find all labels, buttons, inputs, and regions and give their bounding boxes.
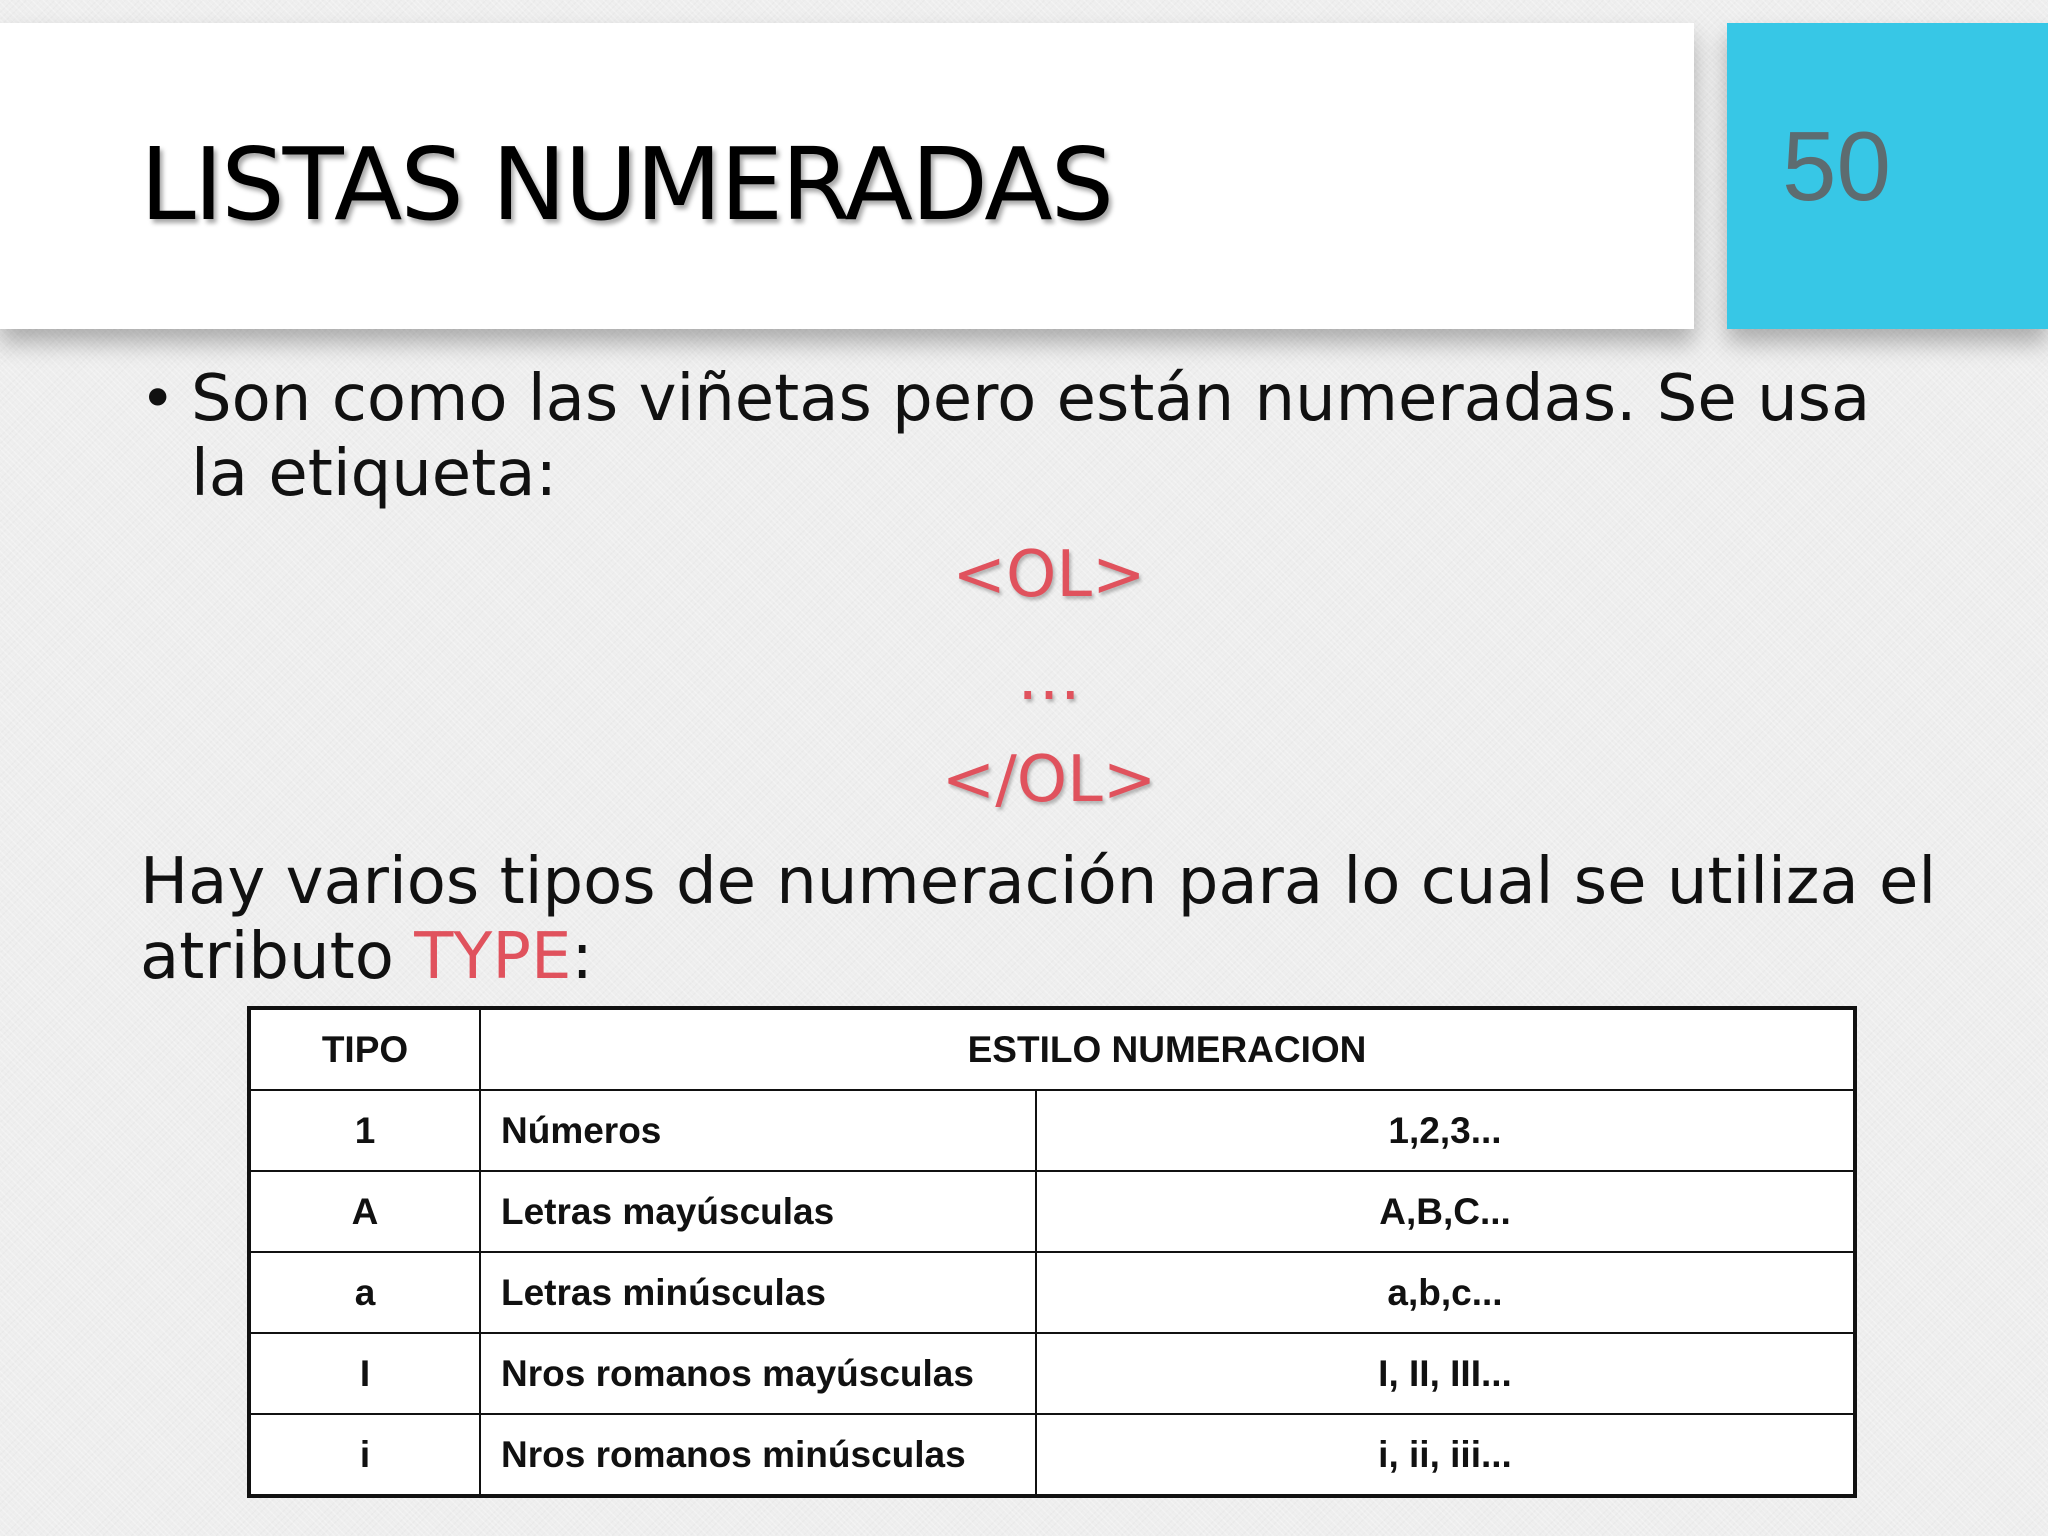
code-ellipsis: … <box>1017 641 1081 715</box>
numbering-types-table <box>247 1006 1857 1498</box>
page-number-box <box>1727 23 2048 329</box>
table-header-row <box>249 1008 1855 1090</box>
cell-tipo: I <box>249 1333 480 1414</box>
cell-tipo: i <box>249 1414 480 1496</box>
cell-ejemplo: I, II, III... <box>1036 1333 1855 1414</box>
type-attribute-paragraph <box>140 845 1940 995</box>
paragraph-text: Hay varios tipos de numeración para lo cual se utiliza el atributo <box>140 845 1937 994</box>
cell-descripcion: Letras minúsculas <box>480 1252 1036 1333</box>
bullet-text: Son como las viñetas pero están numeradas. Se usa la etiqueta: <box>191 362 1871 511</box>
cell-tipo: 1 <box>249 1090 480 1171</box>
cell-descripcion: Letras mayúsculas <box>480 1171 1036 1252</box>
table-row <box>249 1252 1855 1333</box>
type-keyword: TYPE <box>414 920 572 994</box>
cell-ejemplo: a,b,c... <box>1036 1252 1855 1333</box>
bullet-icon: • <box>140 364 176 434</box>
page-number: 50 <box>1782 111 1892 221</box>
code-open-tag: <OL> <box>952 538 1146 612</box>
cell-tipo: A <box>249 1171 480 1252</box>
slide-title: LISTAS NUMERADAS <box>140 126 1113 243</box>
header-estilo: ESTILO NUMERACION <box>480 1008 1855 1090</box>
table-row <box>249 1414 1855 1496</box>
table-row <box>249 1333 1855 1414</box>
cell-ejemplo: A,B,C... <box>1036 1171 1855 1252</box>
table-row <box>249 1171 1855 1252</box>
cell-descripcion: Números <box>480 1090 1036 1171</box>
cell-ejemplo: 1,2,3... <box>1036 1090 1855 1171</box>
cell-descripcion: Nros romanos minúsculas <box>480 1414 1036 1496</box>
header-tipo: TIPO <box>249 1008 480 1090</box>
cell-descripcion: Nros romanos mayúsculas <box>480 1333 1036 1414</box>
cell-ejemplo: i, ii, iii... <box>1036 1414 1855 1496</box>
table-row <box>249 1090 1855 1171</box>
code-close-tag: </OL> <box>941 743 1157 817</box>
cell-tipo: a <box>249 1252 480 1333</box>
paragraph-colon: : <box>571 920 593 994</box>
title-band <box>0 23 1694 329</box>
